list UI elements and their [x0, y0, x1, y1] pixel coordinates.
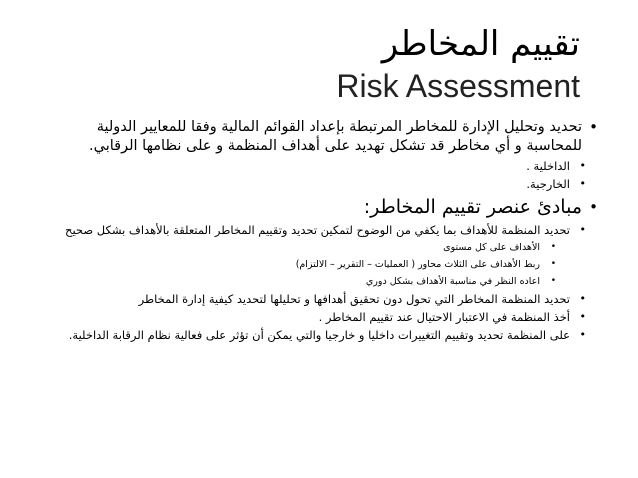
list-item	[40, 309, 598, 325]
list-item	[40, 291, 598, 307]
list-item-text: مبادئ عنصر تقييم المخاطر:	[363, 196, 582, 218]
bullet-icon: •	[550, 242, 556, 252]
list-item	[40, 222, 598, 238]
list-item-text: على المنظمة تحديد وتقييم التغييرات داخليا و خارجيا والتي يمكن أن تؤثر على فعالية نظام الرقابة الداخلية.	[68, 328, 570, 342]
list-item	[40, 158, 598, 174]
list-item-text: ربط الأهداف على الثلاث محاور ( العمليات – التقرير – الالتزام)	[295, 259, 540, 270]
list-item-text: تحديد المنظمة المخاطر التي تحول دون تحقيق أهدافها و تحليلها لتحديد كيفية إدارة المخاطر	[138, 292, 570, 306]
list-item	[40, 257, 598, 272]
bullet-icon: •	[579, 159, 586, 172]
bullet-list	[40, 118, 598, 345]
bullet-icon: •	[579, 328, 586, 341]
list-item-text: أخذ المنظمة في الاعتبار الاحتيال عند تقييم المخاطر .	[318, 310, 570, 324]
list-item	[40, 327, 598, 343]
bullet-icon: •	[550, 259, 556, 269]
bullet-icon: •	[550, 276, 556, 286]
list-item-text: اعاده النظر في مناسبة الأهداف بشكل دوري	[365, 276, 540, 287]
list-item	[40, 118, 598, 156]
list-item-text: الخارجية.	[526, 177, 570, 191]
list-item	[40, 194, 598, 220]
list-item-text: الداخلية .	[526, 159, 570, 173]
list-item-text: تحديد المنظمة للأهداف بما يكفي من الوضوح لتمكين تحديد وتقييم المخاطر المتعلقة بالأهداف بشكل صحيح	[65, 223, 570, 237]
list-item	[40, 274, 598, 289]
list-item	[40, 240, 598, 255]
bullet-icon: •	[579, 223, 586, 236]
bullet-icon: •	[589, 118, 598, 136]
list-item	[40, 176, 598, 192]
bullet-icon: •	[579, 310, 586, 323]
bullet-icon: •	[579, 292, 586, 305]
bullet-icon: •	[589, 198, 598, 216]
list-item-text: تحديد وتحليل الإدارة للمخاطر المرتبطة بإعداد القوائم المالية وفقا للمعايير الدولية للمحاسبة و أي مخاطر قد تشكل تهديد على أهداف المنظمة و على نظامها الرقابي.	[89, 119, 582, 154]
bullet-icon: •	[579, 177, 586, 190]
list-item-text: الأهداف على كل مستوى	[443, 242, 540, 253]
slide-title-english: Risk Assessment	[336, 68, 580, 104]
slide-title-arabic: تقييم المخاطر	[381, 24, 580, 64]
